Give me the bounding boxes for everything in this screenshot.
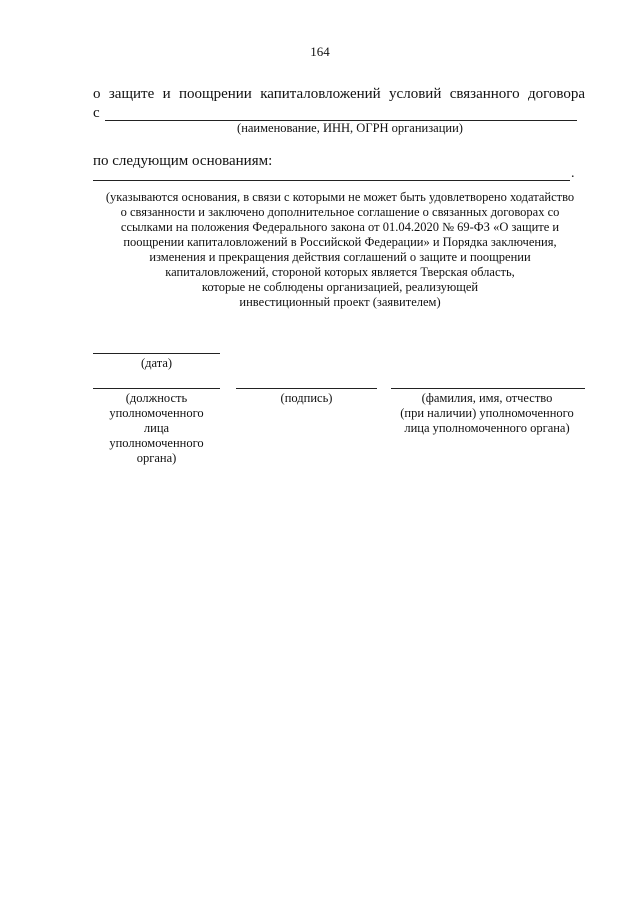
header-line-1: о защите и поощрении капиталовложений условий связанного договора	[93, 86, 585, 102]
grounds-fill-line	[93, 180, 570, 181]
position-caption-line: уполномоченного	[109, 436, 204, 450]
grounds-note-line: капиталовложений, стороной которых является Тверская область,	[165, 265, 515, 279]
position-caption-line: лица	[143, 421, 170, 435]
name-caption	[380, 391, 594, 436]
signature-fill-line	[236, 388, 377, 389]
grounds-note-line: которые не соблюдены организацией, реализующей	[201, 280, 479, 294]
name-caption-line: лица уполномоченного органа)	[404, 421, 570, 435]
date-caption: (дата)	[140, 356, 173, 370]
grounds-note-line: (указываются основания, в связи с которыми не может быть удовлетворено ходатайство	[105, 190, 575, 204]
name-caption-line: (фамилия, имя, отчество	[421, 391, 553, 405]
grounds-note	[90, 190, 590, 310]
date-fill-line	[93, 353, 220, 354]
grounds-title: по следующим основаниям:	[93, 153, 273, 169]
grounds-note-line: изменения и прекращения действия соглашений о защите и поощрении	[149, 250, 531, 264]
name-fill-line	[391, 388, 585, 389]
grounds-note-line: поощрении капиталовложений в Российской Федерации» и Порядка заключения,	[123, 235, 557, 249]
header-line-2-prefix: с	[93, 105, 100, 121]
position-caption-line: (должность	[125, 391, 188, 405]
page-number: 164	[310, 44, 330, 59]
grounds-note-line: о связанности и заключено дополнительное соглашение о связанных договорах со	[120, 205, 560, 219]
position-caption-line: органа)	[136, 451, 177, 465]
position-caption	[93, 391, 220, 466]
signature-caption: (подпись)	[280, 391, 333, 405]
grounds-note-line: ссылками на положения Федерального закона от 01.04.2020 № 69-ФЗ «О защите и	[120, 220, 560, 234]
name-caption-line: (при наличии) уполномоченного	[400, 406, 574, 420]
position-caption-line: уполномоченного	[109, 406, 204, 420]
grounds-end-mark: .	[571, 166, 575, 181]
organization-caption: (наименование, ИНН, ОГРН организации)	[237, 121, 463, 135]
position-fill-line	[93, 388, 220, 389]
grounds-note-line: инвестиционный проект (заявителем)	[239, 295, 441, 309]
